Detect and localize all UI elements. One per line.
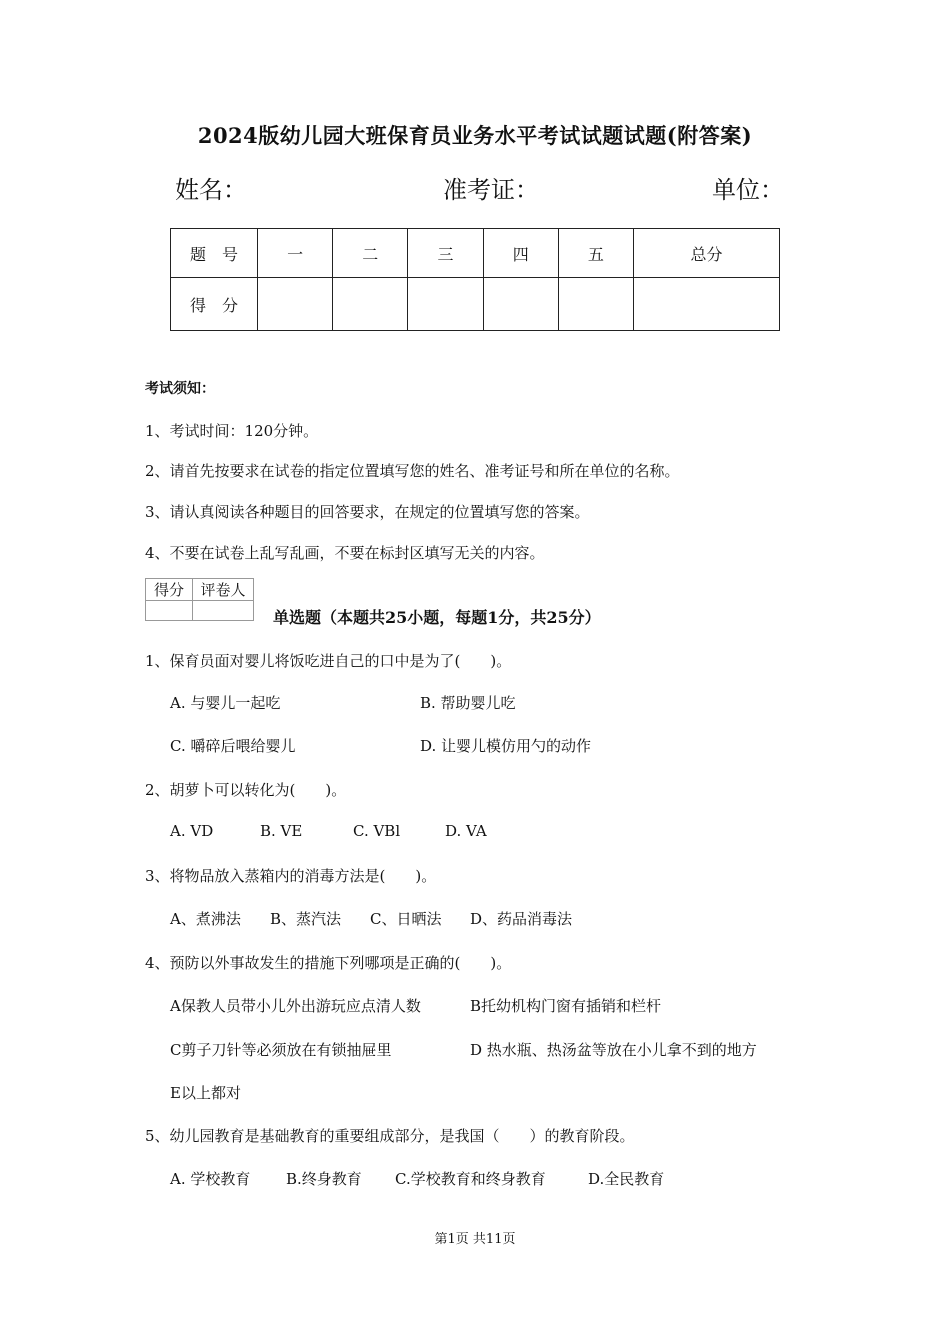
score-table — [170, 228, 780, 331]
option-c[interactable]: C. 嚼碎后喂给婴儿 — [170, 737, 296, 755]
unit-field-label: 单位： — [712, 176, 784, 204]
notice-item: 3、请认真阅读各种题目的回答要求，在规定的位置填写您的答案。 — [145, 503, 590, 521]
question-stem: 3、将物品放入蒸箱内的消毒方法是( )。 — [145, 867, 437, 885]
page-footer: 第1页 共11页 — [434, 1232, 516, 1247]
option-d[interactable]: D. 让婴儿模仿用勺的动作 — [420, 737, 592, 755]
option-b[interactable]: B. 帮助婴儿吃 — [420, 694, 516, 712]
grader-name-label: 评卷人 — [193, 579, 254, 601]
notice-item: 2、请首先按要求在试卷的指定位置填写您的姓名、准考证号和所在单位的名称。 — [145, 462, 680, 480]
option-c[interactable]: C. VBl — [353, 822, 401, 840]
option-a[interactable]: A. VD — [170, 822, 214, 840]
option-d[interactable]: D. VA — [445, 822, 487, 840]
grader-name-input[interactable] — [193, 601, 254, 621]
score-table-header-row — [171, 229, 780, 278]
option-e[interactable]: E以上都对 — [170, 1084, 241, 1102]
option-a[interactable]: A、煮沸法 — [170, 910, 241, 928]
grader-score-label: 得分 — [146, 579, 193, 601]
score-table-cell: 五 — [558, 229, 633, 278]
option-c[interactable]: C.学校教育和终身教育 — [395, 1170, 546, 1188]
option-b[interactable]: B. VE — [260, 822, 303, 840]
question-stem: 5、幼儿园教育是基础教育的重要组成部分，是我国（ ）的教育阶段。 — [145, 1127, 635, 1145]
notice-title: 考试须知： — [145, 381, 215, 397]
question-stem: 1、保育员面对婴儿将饭吃进自己的口中是为了( )。 — [145, 652, 512, 670]
score-table-cell: 四 — [483, 229, 558, 278]
score-table-cell: 题 号 — [171, 229, 258, 278]
option-b[interactable]: B、蒸汽法 — [270, 910, 342, 928]
option-d[interactable]: D、药品消毒法 — [470, 910, 573, 928]
notice-item: 1、考试时间：120分钟。 — [145, 422, 319, 440]
option-b[interactable]: B.终身教育 — [286, 1170, 362, 1188]
score-table-cell: 一 — [258, 229, 333, 278]
option-a[interactable]: A. 学校教育 — [170, 1170, 251, 1188]
page-title: 2024版幼儿园大班保育员业务水平考试试题试题(附答案) — [197, 123, 753, 148]
option-b[interactable]: B托幼机构门窗有插销和栏杆 — [470, 997, 662, 1015]
option-c[interactable]: C剪子刀针等必须放在有锁抽屉里 — [170, 1041, 392, 1059]
question-stem: 2、胡萝卜可以转化为( )。 — [145, 781, 347, 799]
option-a[interactable]: A. 与婴儿一起吃 — [170, 694, 281, 712]
score-input-cell[interactable] — [634, 278, 780, 331]
score-table-cell: 二 — [333, 229, 408, 278]
grader-box — [145, 578, 254, 621]
score-table-score-row — [171, 278, 780, 331]
grader-score-input[interactable] — [146, 601, 193, 621]
score-input-cell[interactable] — [408, 278, 483, 331]
option-c[interactable]: C、日晒法 — [370, 910, 442, 928]
option-d[interactable]: D.全民教育 — [588, 1170, 665, 1188]
question-stem: 4、预防以外事故发生的措施下列哪项是正确的( )。 — [145, 954, 512, 972]
option-d[interactable]: D 热水瓶、热汤盆等放在小儿拿不到的地方 — [470, 1041, 757, 1059]
option-a[interactable]: A保教人员带小儿外出游玩应点清人数 — [170, 997, 421, 1015]
score-row-label: 得 分 — [171, 278, 258, 331]
score-input-cell[interactable] — [258, 278, 333, 331]
score-table-cell: 总分 — [634, 229, 780, 278]
section-title: 单选题（本题共25小题，每题1分，共25分） — [273, 608, 601, 627]
exam-id-field-label: 准考证： — [443, 176, 539, 204]
score-input-cell[interactable] — [558, 278, 633, 331]
score-table-cell: 三 — [408, 229, 483, 278]
score-input-cell[interactable] — [333, 278, 408, 331]
score-input-cell[interactable] — [483, 278, 558, 331]
name-field-label: 姓名： — [175, 176, 247, 204]
notice-item: 4、不要在试卷上乱写乱画，不要在标封区填写无关的内容。 — [145, 544, 545, 562]
